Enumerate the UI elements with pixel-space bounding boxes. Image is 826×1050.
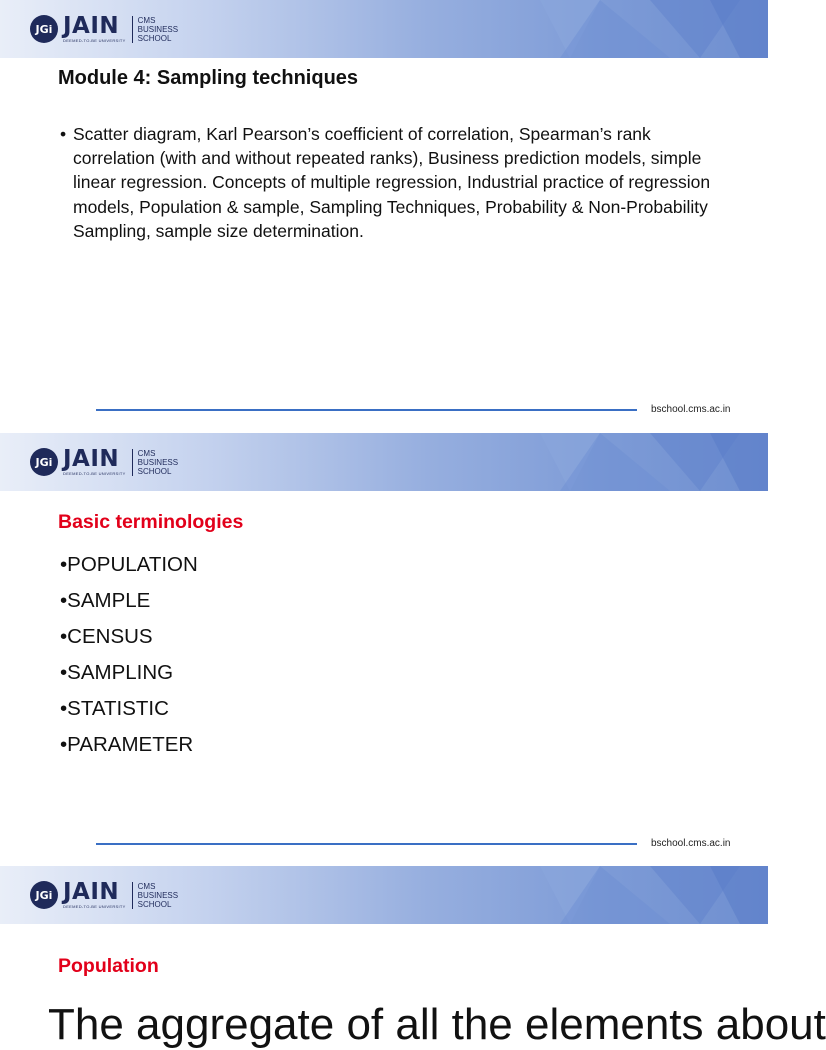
list-item: •STATISTIC <box>60 697 169 720</box>
jgi-badge-icon: JGi <box>30 448 58 476</box>
module-description-text: Scatter diagram, Karl Pearson’s coefficient of correlation, Spearman’s rank correlation (with and without repeated ranks), Business prediction models, simple linear regression. Concepts of multiple regression, Industrial practice of regression models, Population & sample, Sampling Techniques, Probability & Non-Probability Sampling, sample size determination. <box>73 124 711 241</box>
jain-logo <box>30 13 178 45</box>
logo-word: JAIN <box>63 446 120 472</box>
jgi-badge-icon: JGi <box>30 881 58 909</box>
bullet: • <box>60 124 67 144</box>
logo-tagline: DEEMED-TO-BE UNIVERSITY <box>63 471 126 476</box>
slide-title: Basic terminologies <box>58 511 244 533</box>
list-item: •SAMPLING <box>60 661 174 684</box>
list-item: •CENSUS <box>60 625 153 648</box>
jain-logo <box>30 446 178 478</box>
school-name: CMS BUSINESS SCHOOL <box>132 16 178 43</box>
definition-text: The aggregate of all the elements about <box>48 1000 826 1049</box>
jgi-badge-icon: JGi <box>30 15 58 43</box>
list-item: •PARAMETER <box>60 733 194 756</box>
footer-url: bschool.cms.ac.in <box>651 404 731 415</box>
logo-word: JAIN <box>63 13 120 39</box>
banner-pattern-icon <box>540 433 768 491</box>
footer-rule <box>96 409 637 411</box>
slide-3 <box>0 866 826 1049</box>
footer-rule <box>96 843 637 845</box>
banner-pattern-icon <box>540 0 768 58</box>
slide-title: Module 4: Sampling techniques <box>58 67 359 89</box>
banner-pattern-icon <box>540 866 768 924</box>
header-banner <box>0 866 768 924</box>
module-description <box>60 122 720 243</box>
jain-logo <box>30 879 178 911</box>
list-item: •SAMPLE <box>60 589 151 612</box>
school-name: CMS BUSINESS SCHOOL <box>132 882 178 909</box>
logo-tagline: DEEMED-TO-BE UNIVERSITY <box>63 904 126 909</box>
list-item: •POPULATION <box>60 553 198 576</box>
header-banner <box>0 0 768 58</box>
footer-url: bschool.cms.ac.in <box>651 838 731 849</box>
slide-2 <box>0 433 768 865</box>
slide-1 <box>0 0 768 432</box>
header-banner <box>0 433 768 491</box>
slide-title: Population <box>58 955 159 977</box>
terms-list <box>60 547 198 763</box>
logo-tagline: DEEMED-TO-BE UNIVERSITY <box>63 38 126 43</box>
school-name: CMS BUSINESS SCHOOL <box>132 449 178 476</box>
logo-word: JAIN <box>63 879 120 905</box>
